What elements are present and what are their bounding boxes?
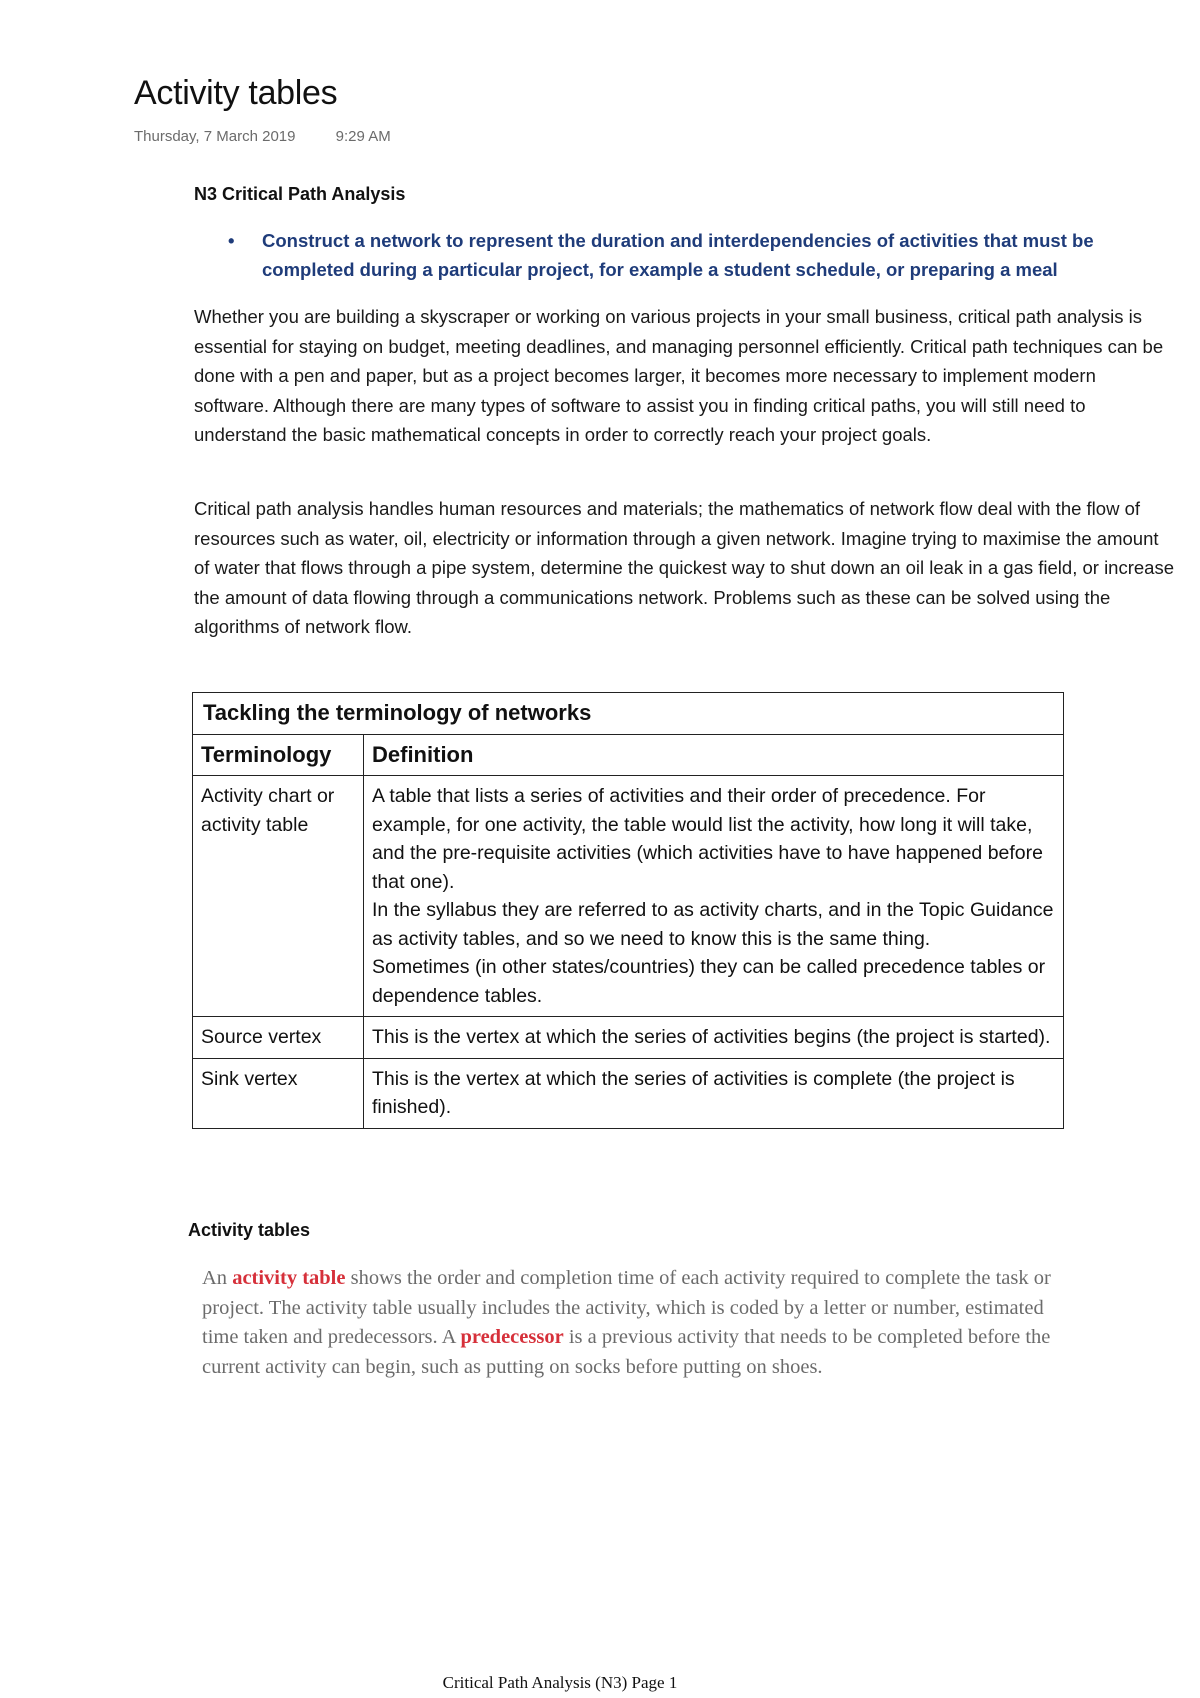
header-terminology: Terminology xyxy=(193,734,364,776)
text-segment: is a previous activity that needs to be completed before the current activity can begin, such as putting on socks before putting on shoes. xyxy=(202,1326,1051,1378)
term-cell: Source vertex xyxy=(193,1017,364,1059)
text-segment: An xyxy=(202,1267,233,1289)
definition-line: A table that lists a series of activities and their order of precedence. For example, for one activity, the table would list the activity, how long it will take, and the pre-requisite activities (which activities have to have happened before that one). xyxy=(372,785,1043,893)
term-highlight-predecessor: predecessor xyxy=(460,1326,564,1348)
term-cell: Activity chart or activity table xyxy=(193,776,364,1017)
intro-paragraph-1: Whether you are building a skyscraper or working on various projects in your small business, critical path analysis is essential for staying on budget, meeting deadlines, and managing personnel efficiently. Critical path techniques can be done with a pen and paper, but as a project becomes larger, it becomes more necessary to implement modern software. Although there are many types of software to assist you in finding critical paths, you will still need to understand the basic mathematical concepts in order to correctly reach your project goals. xyxy=(194,306,1164,445)
section-heading: N3 Critical Path Analysis xyxy=(194,184,406,204)
intro-paragraph-2: Critical path analysis handles human resources and materials; the mathematics of network flow deal with the flow of resources such as water, oil, electricity or information through a given network. Imagine trying to maximise the amount of water that flows through a pipe system, determine the quickest way to shut down an oil leak in a gas field, or increase the amount of data flowing through a communications network. Problems such as these can be solved using the algorithms of network flow. xyxy=(194,498,1174,637)
text-segment: shows the order and completion time of each activity required to complete the task or project. The activity table usually includes the activity, which is coded by a letter or number, estimated time taken and predecessors. A xyxy=(202,1267,1051,1348)
definition-cell xyxy=(364,776,1064,1017)
table-row xyxy=(193,776,1064,1017)
table-caption: Tackling the terminology of networks xyxy=(193,693,1064,735)
definition-line: Sometimes (in other states/countries) they can be called precedence tables or dependence tables. xyxy=(372,956,1046,1007)
page-title: Activity tables xyxy=(134,74,338,112)
definition-cell xyxy=(364,1058,1064,1128)
page-meta xyxy=(134,128,427,145)
page-footer: Critical Path Analysis (N3) Page 1 xyxy=(442,1673,678,1692)
definition-line: In the syllabus they are referred to as activity charts, and in the Topic Guidance as activity tables, and so we need to know this is the same thing. xyxy=(372,899,1054,950)
objective-text: Construct a network to represent the duration and interdependencies of activities that must be completed during a particular project, for example a student schedule, or preparing a meal xyxy=(262,230,1094,280)
term-highlight-activity-table: activity table xyxy=(232,1267,346,1289)
activity-tables-heading: Activity tables xyxy=(188,1220,311,1240)
definition-line: This is the vertex at which the series of activities begins (the project is started). xyxy=(372,1026,1051,1048)
table-row xyxy=(193,1017,1064,1059)
bullet-dot-icon: • xyxy=(228,230,235,251)
term-cell: Sink vertex xyxy=(193,1058,364,1128)
objective-bullet xyxy=(228,226,1168,284)
page-date: Thursday, 7 March 2019 xyxy=(134,128,296,145)
page-time: 9:29 AM xyxy=(335,128,391,145)
definition-line: This is the vertex at which the series of activities is complete (the project is finished). xyxy=(372,1067,1015,1118)
header-definition: Definition xyxy=(364,734,1064,776)
activity-tables-paragraph xyxy=(202,1264,1082,1382)
terminology-table xyxy=(192,692,1064,1129)
table-row xyxy=(193,1058,1064,1128)
definition-cell xyxy=(364,1017,1064,1059)
